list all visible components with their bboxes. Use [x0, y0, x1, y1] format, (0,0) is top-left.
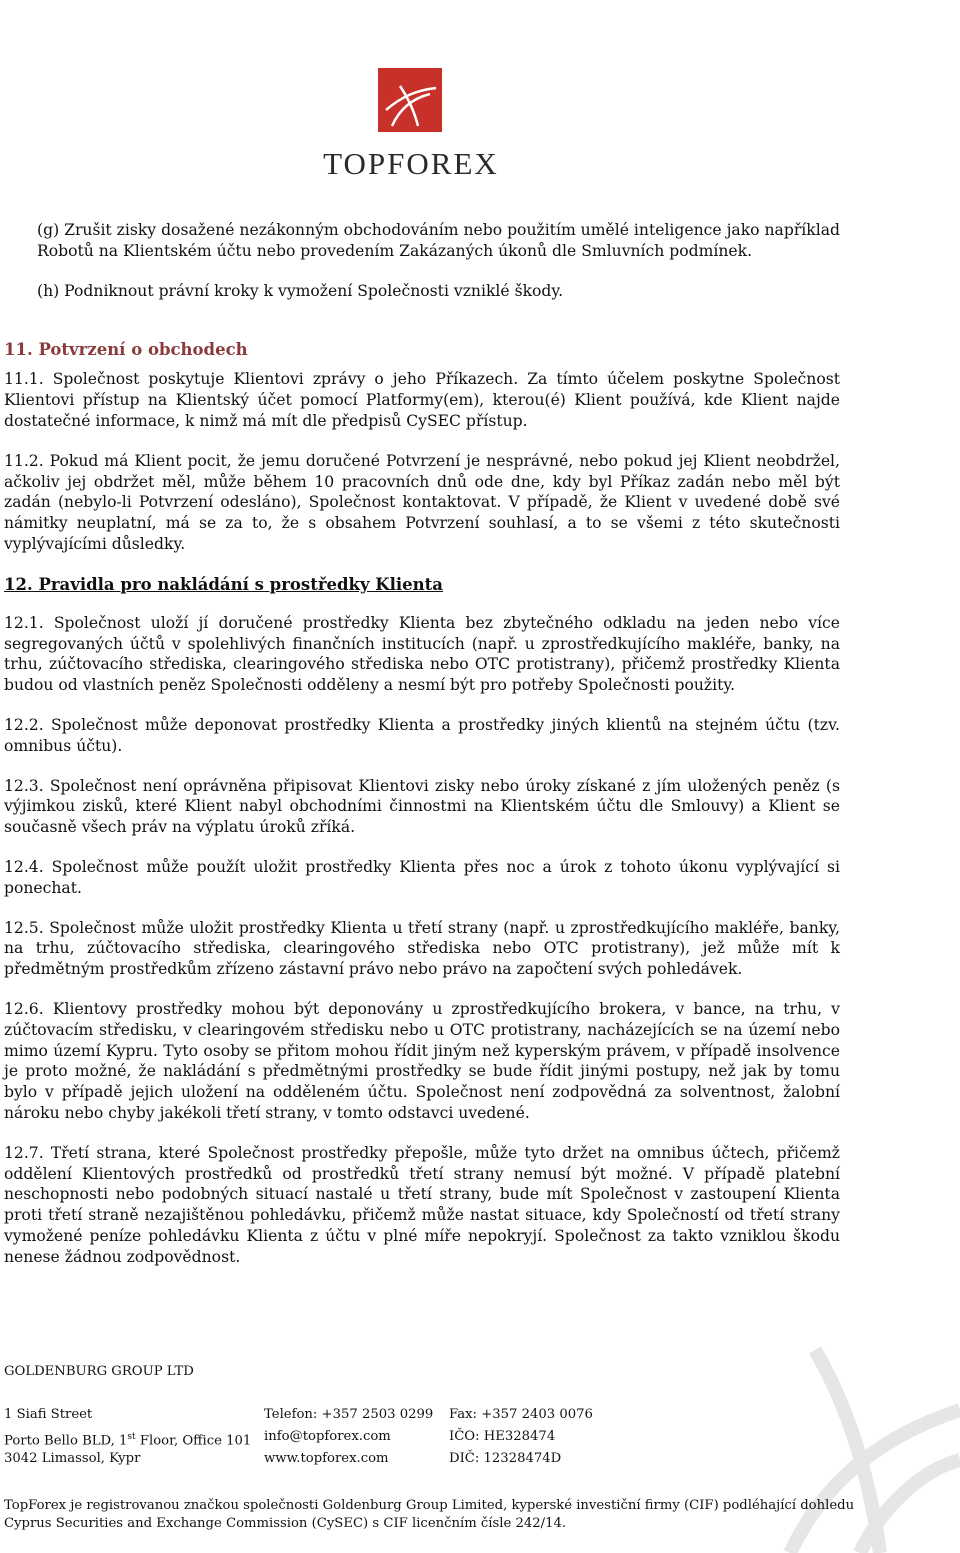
paragraph-g: (g) Zrušit zisky dosažené nezákonným obchodováním nebo použitím umělé inteligence jako například Robotů na Klientském účtu nebo provedením Zakázaných úkonů dle Smluvních podmínek.	[37, 221, 840, 260]
dic-text: DIČ: 12328474D	[449, 1451, 562, 1466]
paragraph-12-3: 12.3. Společnost není oprávněna připisovat Klientovi zisky nebo úroky získané z jím uložených peněz (s výjimkou zisků, které Klient nabyl obchodními činnostmi na Klientském účtu dle Smlouvy) a Klient se současně všech práv na výplatu úroků zříká.	[4, 776, 840, 837]
address-line-2-pre: Porto Bello BLD, 1	[4, 1433, 128, 1449]
address-column	[4, 1404, 251, 1470]
phone-text: Telefon: +357 2503 0299	[264, 1407, 434, 1422]
website-link[interactable]: www.topforex.com	[264, 1451, 389, 1466]
document-body	[4, 220, 840, 1267]
paragraph-11-2: 11.2. Pokud má Klient pocit, že jemu doručené Potvrzení je nesprávné, nebo pokud jej Klient neobdržel, ačkoliv jej obdržet měl, může během 10 pracovních dnů ode dne, kdy byl Příkaz zadán nebo měl být zadán (nebylo-li Potvrzení odesláno), Společnost kontaktovat. V případě, že Klient v uvedené době své námitky neuplatní, má se za to, že s obsahem Potvrzení souhlasí, a to se všemi z této skutečnosti vyplývajícími důsledky.	[4, 451, 840, 553]
registration-note: TopForex je registrovanou značkou společnosti Goldenburg Group Limited, kyperské investiční firmy (CIF) podléhající dohledu Cyprus Securities and Exchange Commission (CySEC) s CIF licenčním čísle 242/14.	[4, 1498, 855, 1531]
paragraph-12-4: 12.4. Společnost může použít uložit prostředky Klienta přes noc a úrok z tohoto úkonu vyplývající si ponechat.	[4, 857, 840, 897]
address-line-3: 3042 Limassol, Kypr	[4, 1451, 141, 1466]
logo-text: TOPFOREX	[323, 146, 499, 181]
paragraph-12-7: 12.7. Třetí strana, které Společnost prostředky přepošle, může tyto držet na omnibus účtech, přičemž oddělení Klientových prostředků od prostředků třetí strany nemusí být možné. V případě platební neschopnosti nebo podobných situací nastalé u třetí strany, bude mít Společnost v zastoupení Klienta proti třetí straně nezajištěnou pohledávku, přičemž může nastat situace, kdy Společností od třetí strany vymožené peníze pohledávku Klienta z účtu v plné míře nepokryjí. Společnost za takto vzniklou škodu nenese žádnou zodpovědnost.	[4, 1143, 840, 1266]
contact-column	[264, 1404, 433, 1470]
company-name: GOLDENBURG GROUP LTD	[4, 1364, 194, 1379]
email-link[interactable]: info@topforex.com	[264, 1429, 391, 1444]
address-line-2	[4, 1426, 251, 1448]
section-11-heading: 11. Potvrzení o obchodech	[4, 340, 248, 360]
address-line-1: 1 Siafi Street	[4, 1407, 93, 1422]
paragraph-12-1: 12.1. Společnost uloží jí doručené prostředky Klienta bez zbytečného odkladu na jeden nebo více segregovaných účtů v spolehlivých finančních institucích (např. u zprostředkujícího makléře, banky, na trhu, zúčtovacího střediska, clearingového střediska nebo OTC protistrany), přičemž prostředky Klienta budou od vlastních peněz Společnosti odděleny a nesmí být pro potřeby Společnosti použity.	[4, 613, 840, 695]
registry-column	[449, 1404, 593, 1470]
paragraph-11-1: 11.1. Společnost poskytuje Klientovi zprávy o jeho Příkazech. Za tímto účelem poskytne Společnost Klientovi přístup na Klientský účet pomocí Platformy(em), kterou(é) Klient používá, kde Klient najde dostatečné informace, k nimž má mít dle předpisů CySEC přístup.	[4, 370, 840, 430]
topforex-logo	[318, 68, 504, 182]
paragraph-12-6: 12.6. Klientovy prostředky mohou být deponovány u zprostředkujícího brokera, v bance, na trhu, v zúčtovacím středisku, v clearingovém středisku nebo u OTC protistrany, nacházejících se na území nebo mimo území Kypru. Tyto osoby se přitom mohou řídit jiným než kyperským právem, v případě insolvence je proto možné, že nakládání s předmětnými prostředky se bude řídit jinými postupy, než jak by tomu bylo v případě jejich uložení na odděleném účtu. Společnost není zodpovědná za solventnost, žalobní nároku nebo chyby jakékoli třetí strany, v tomto odstavci uvedené.	[4, 999, 840, 1122]
fax-text: Fax: +357 2403 0076	[449, 1407, 593, 1422]
address-line-2-sup: st	[127, 1432, 136, 1442]
paragraph-12-2: 12.2. Společnost může deponovat prostředky Klienta a prostředky jiných klientů na stejném účtu (tzv. omnibus účtu).	[4, 715, 840, 755]
logo-mark-icon	[378, 68, 442, 132]
ico-text: IČO: HE328474	[449, 1429, 556, 1444]
address-line-2-post: Floor, Office 101	[135, 1433, 252, 1449]
section-12-heading: 12. Pravidla pro nakládání s prostředky Klienta	[4, 574, 443, 594]
paragraph-h: (h) Podniknout právní kroky k vymožení Společnosti vzniklé škody.	[37, 281, 564, 300]
paragraph-12-5: 12.5. Společnost může uložit prostředky Klienta u třetí strany (např. u zprostředkujícího makléře, banky, na trhu, zúčtovacího střediska, clearingového střediska nebo OTC protistrany), jež může mít k předmětným prostředkům zřízeno zástavní právo nebo právo na započtení svých pohledávek.	[4, 918, 840, 979]
